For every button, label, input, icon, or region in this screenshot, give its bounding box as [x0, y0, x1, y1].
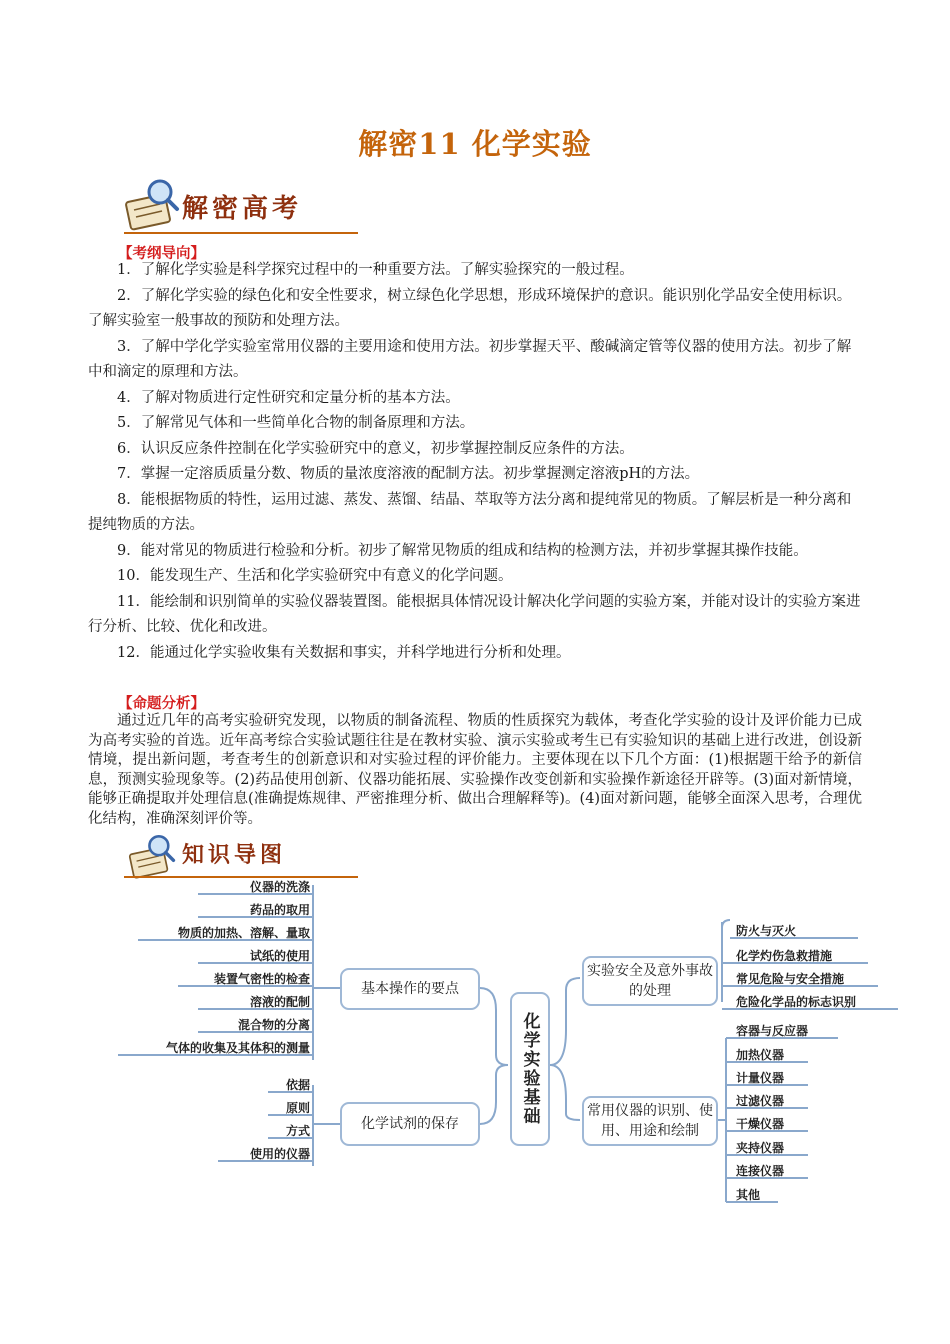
- section-label-outline: 【考纲导向】: [118, 245, 205, 262]
- leaf-instrument: 其他: [736, 1188, 761, 1202]
- outline-list: [88, 258, 862, 666]
- node-center: 化学实验基础: [510, 992, 550, 1146]
- leaf-storage: 使用的仪器: [249, 1147, 310, 1161]
- list-item: 1．了解化学实验是科学探究过程中的一种重要方法。了解实验探究的一般过程。: [117, 262, 634, 278]
- section-banner-exam: [118, 176, 358, 238]
- leaf-safety: 危险化学品的标志识别: [736, 995, 857, 1009]
- leaf-safety: 防火与灭火: [736, 924, 797, 938]
- node-basic-ops: 基本操作的要点: [340, 968, 480, 1010]
- list-item: 7．掌握一定溶质质量分数、物质的量浓度溶液的配制方法。初步掌握测定溶液pH的方法。: [117, 466, 700, 482]
- leaf-instrument: 过滤仪器: [736, 1094, 785, 1108]
- list-item: 2．了解化学实验的绿色化和安全性要求，树立绿色化学思想，形成环境保护的意识。能识别化学品安全使用标识。了解实验室一般事故的预防和处理方法。: [88, 287, 852, 329]
- leaf-basic-op: 药品的取用: [249, 903, 310, 917]
- section-label-analysis: 【命题分析】: [118, 695, 205, 712]
- list-item: 3．了解中学化学实验室常用仪器的主要用途和使用方法。初步掌握天平、酸碱滴定管等仪器的使用方法。初步了解中和滴定的原理和方法。: [88, 338, 852, 380]
- leaf-basic-op: 溶液的配制: [249, 995, 310, 1009]
- leaf-safety: 常见危险与安全措施: [736, 972, 845, 986]
- leaf-instrument: 计量仪器: [736, 1071, 785, 1085]
- leaf-basic-op: 仪器的洗涤: [249, 880, 310, 894]
- leaf-basic-op: 物质的加热、溶解、量取: [177, 926, 310, 940]
- banner-title: 解密高考: [182, 194, 303, 224]
- list-item: 11．能绘制和识别简单的实验仪器装置图。能根据具体情况设计解决化学问题的实验方案，并能对设计的实验方案进行分析、比较、优化和改进。: [88, 593, 861, 635]
- leaf-storage: 方式: [285, 1124, 310, 1138]
- list-item: 10．能发现生产、生活和化学实验研究中有意义的化学问题。: [117, 568, 513, 584]
- list-item: 9．能对常见的物质进行检验和分析。初步了解常见物质的组成和结构的检测方法，并初步掌握其操作技能。: [117, 542, 808, 559]
- leaf-basic-op: 试纸的使用: [249, 949, 310, 963]
- leaf-storage: 依据: [285, 1078, 310, 1092]
- analysis-paragraph: 通过近几年的高考实验研究发现，以物质的制备流程、物质的性质探究为载体，考查化学实验的设计及评价能力已成为高考实验的首选。近年高考综合实验试题往往是在教材实验、演示实验或考生已有实验知识的基础上进行改进，创设新情境，提出新问题，考查考生的创新意识和对实验过程的评价能力。主要体现在以下几个方面：(1)根据题干给予的新信息，预测实验现象等。(2)药品使用创新、仪器功能拓展、实验操作改变创新和实验操作新途径开辟等。(3)面对新情境，能够正确提取并处理信息(准确提炼规律、严密推理分析、做出合理解释等)。(4)面对新问题，能够全面深入思考，合理优化结构，准确深刻评价等。: [88, 713, 862, 827]
- leaf-instrument: 容器与反应器: [736, 1024, 809, 1038]
- leaf-storage: 原则: [285, 1101, 310, 1115]
- leaf-safety: 化学灼伤急救措施: [736, 949, 833, 963]
- banner-underline: [124, 232, 358, 234]
- leaf-instrument: 加热仪器: [736, 1048, 785, 1062]
- node-safety: 实验安全及意外事故的处理: [582, 956, 718, 1006]
- mind-map: [118, 870, 898, 1210]
- list-item: 6．认识反应条件控制在化学实验研究中的意义，初步掌握控制反应条件的方法。: [117, 440, 634, 457]
- leaf-basic-op: 装置气密性的检查: [213, 972, 310, 986]
- notepad-magnifier-icon: [122, 176, 182, 232]
- list-item: 5．了解常见气体和一些简单化合物的制备原理和方法。: [117, 415, 475, 431]
- leaf-instrument: 连接仪器: [736, 1164, 785, 1178]
- page-title: 解密11 化学实验: [358, 127, 592, 161]
- leaf-basic-op: 气体的收集及其体积的测量: [165, 1041, 310, 1055]
- banner-title: 知识导图: [182, 843, 287, 868]
- list-item: 8．能根据物质的特性，运用过滤、蒸发、蒸馏、结晶、萃取等方法分离和提纯常见的物质。了解层析是一种分离和提纯物质的方法。: [88, 491, 852, 533]
- list-item: 4．了解对物质进行定性研究和定量分析的基本方法。: [117, 389, 460, 406]
- leaf-instrument: 夹持仪器: [736, 1141, 785, 1155]
- leaf-instrument: 干燥仪器: [736, 1117, 785, 1131]
- node-instruments: 常用仪器的识别、使用、用途和绘制: [582, 1096, 718, 1146]
- list-item: 12．能通过化学实验收集有关数据和事实，并科学地进行分析和处理。: [117, 644, 571, 661]
- leaf-basic-op: 混合物的分离: [237, 1018, 310, 1032]
- node-storage: 化学试剂的保存: [340, 1102, 480, 1146]
